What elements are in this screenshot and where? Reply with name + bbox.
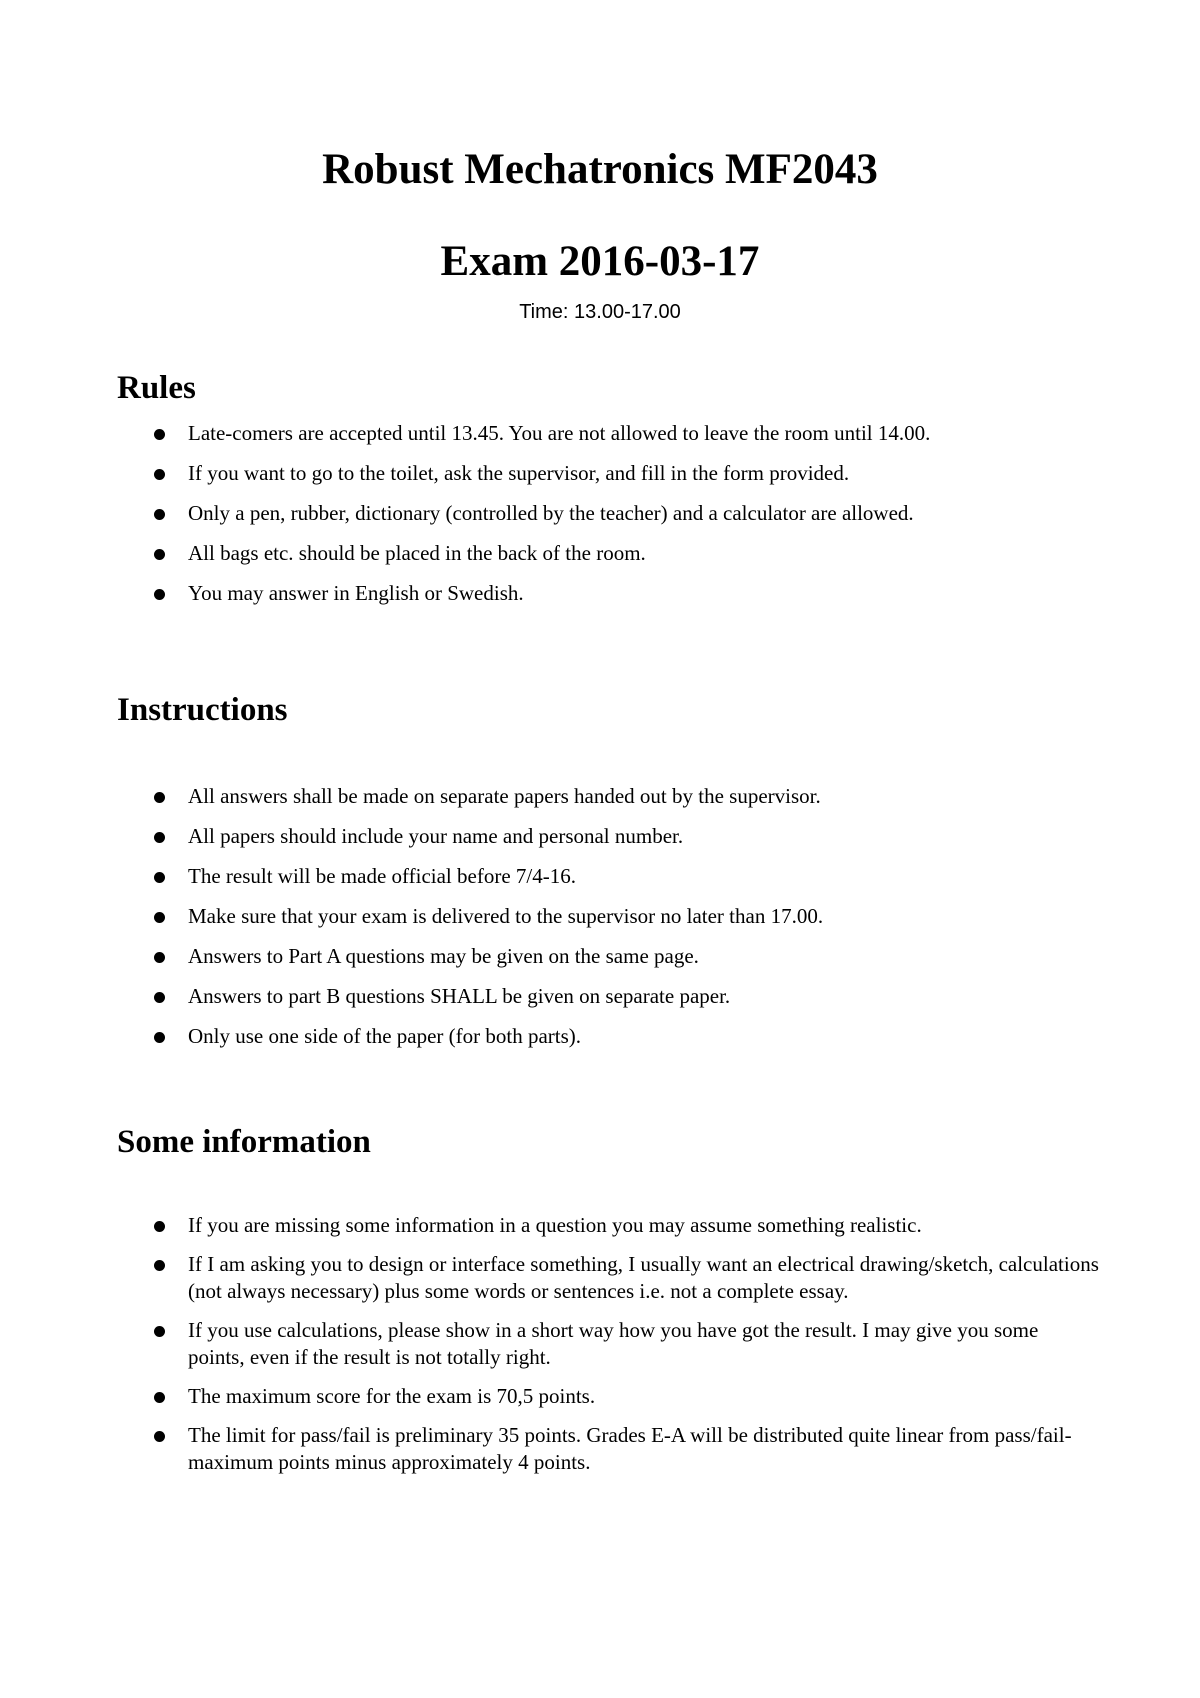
list-item-text: All bags etc. should be placed in the back of the room. (188, 541, 646, 565)
list-item-text: Only a pen, rubber, dictionary (controlled by the teacher) and a calculator are allowed. (188, 501, 914, 525)
bullet-icon (154, 912, 165, 923)
list-item (0, 1212, 1200, 1239)
list-item-text: If you want to go to the toilet, ask the supervisor, and fill in the form provided. (188, 461, 850, 485)
list-item (0, 863, 1200, 890)
bullet-icon (154, 1032, 165, 1043)
list-item-text: If you use calculations, please show in a short way how you have got the result. I may give you some points, even if the result is not totally right. (188, 1318, 1039, 1369)
list-item-text: Answers to part B questions SHALL be given on separate paper. (188, 984, 731, 1008)
list-item (0, 420, 1200, 447)
bullet-icon (154, 469, 165, 480)
list-item-text: If I am asking you to design or interface something, I usually want an electrical drawing/sketch, calculations (not always necessary) plus some words or sentences i.e. not a complete essay. (188, 1252, 1099, 1303)
list-item-text: The result will be made official before 7/4-16. (188, 864, 576, 888)
list-item (0, 983, 1200, 1010)
course-title: Robust Mechatronics MF2043 (322, 146, 878, 193)
exam-time: Time: 13.00-17.00 (519, 301, 681, 323)
list-item-text: Answers to Part A questions may be given on the same page. (188, 944, 699, 968)
list-item (0, 943, 1200, 970)
list-item (0, 903, 1200, 930)
list-item (0, 783, 1200, 810)
bullet-icon (154, 1326, 165, 1337)
list-item-text: Only use one side of the paper (for both parts). (188, 1024, 582, 1048)
list-item-text: All answers shall be made on separate papers handed out by the supervisor. (188, 784, 821, 808)
list-item (0, 1023, 1200, 1050)
bullet-icon (154, 1221, 165, 1232)
bullet-icon (154, 589, 165, 600)
list-item (0, 540, 1200, 567)
bullet-icon (154, 832, 165, 843)
info-list (0, 1212, 1200, 1488)
list-item-text: If you are missing some information in a question you may assume something realistic. (188, 1213, 922, 1237)
exam-title: Exam 2016-03-17 (440, 238, 760, 285)
list-item (0, 580, 1200, 607)
bullet-icon (154, 992, 165, 1003)
bullet-icon (154, 509, 165, 520)
bullet-icon (154, 792, 165, 803)
list-item-text: Make sure that your exam is delivered to the supervisor no later than 17.00. (188, 904, 824, 928)
list-item (0, 1422, 1200, 1476)
list-item (0, 1383, 1200, 1410)
bullet-icon (154, 1392, 165, 1403)
list-item-text: You may answer in English or Swedish. (188, 581, 524, 605)
bullet-icon (154, 549, 165, 560)
bullet-icon (154, 1431, 165, 1442)
instructions-heading: Instructions (117, 692, 288, 728)
list-item (0, 823, 1200, 850)
list-item-text: The maximum score for the exam is 70,5 points. (188, 1384, 596, 1408)
list-item (0, 500, 1200, 527)
list-item-text: The limit for pass/fail is preliminary 35 points. Grades E-A will be distributed quite linear from pass/fail-maximum points minus approximately 4 points. (188, 1423, 1072, 1474)
info-heading: Some information (117, 1124, 371, 1160)
bullet-icon (154, 872, 165, 883)
rules-heading: Rules (117, 370, 196, 406)
list-item-text: Late-comers are accepted until 13.45. You are not allowed to leave the room until 14.00. (188, 421, 931, 445)
instructions-list (0, 783, 1200, 1063)
bullet-icon (154, 429, 165, 440)
list-item (0, 1317, 1200, 1371)
bullet-icon (154, 1260, 165, 1271)
list-item-text: All papers should include your name and personal number. (188, 824, 684, 848)
list-item (0, 460, 1200, 487)
bullet-icon (154, 952, 165, 963)
rules-list (0, 420, 1200, 620)
list-item (0, 1251, 1200, 1305)
